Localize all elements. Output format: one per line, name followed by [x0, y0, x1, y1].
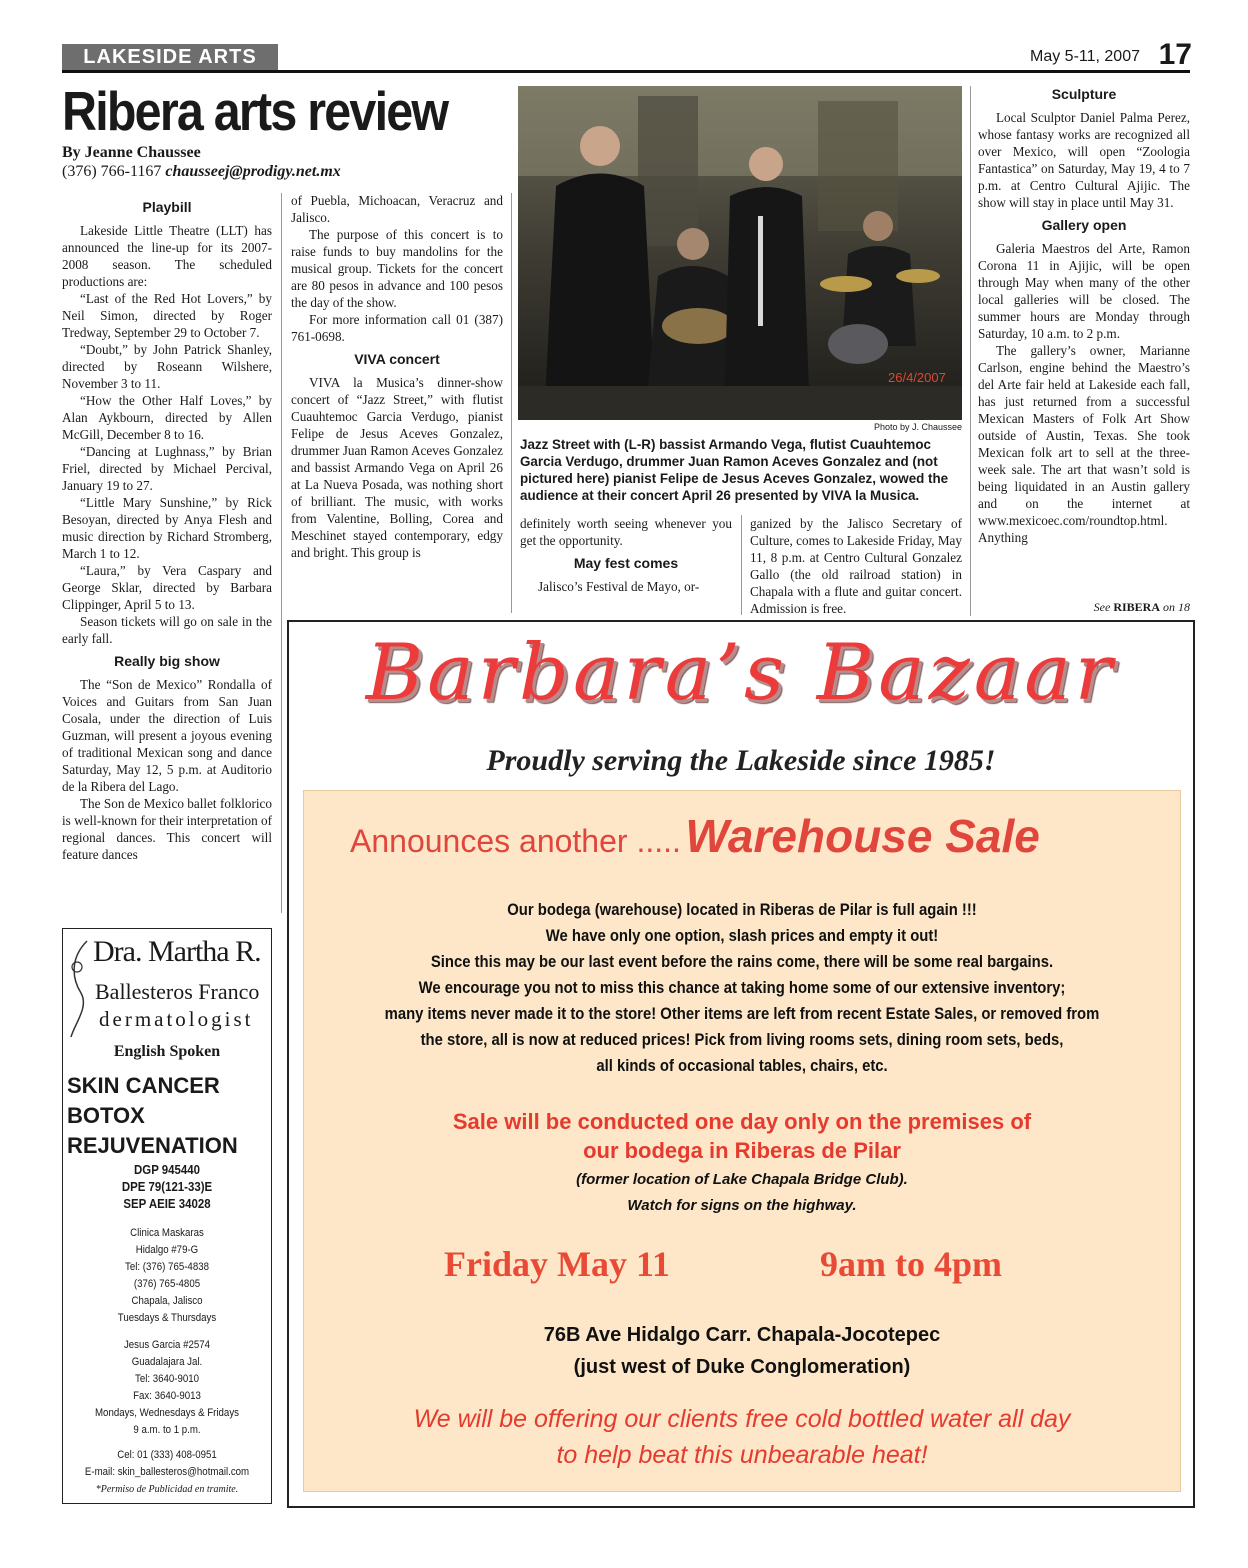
dermatologist-ad [62, 928, 272, 1504]
doctor-surname: Ballesteros Franco [95, 979, 260, 1004]
photo-credit: Photo by J. Chaussee [873, 422, 962, 432]
sale-date: Friday May 11 [444, 1244, 670, 1284]
paragraph: “Last of the Red Hot Lovers,” by Neil Simon, directed by Roger Tredway, September 29 to October 7. [62, 291, 272, 340]
ad-body [366, 897, 1118, 1079]
article-column-3b [750, 515, 962, 617]
paragraph: The “Son de Mexico” Rondalla of Voices and Guitars from San Juan Cosala, under the direction of Luis Guzman, will present a joyous evening of traditional Mexican song and dance Saturday, May 12, 5 p.m. at Auditorio de la Ribera del Lago. [62, 677, 272, 794]
paragraph: Season tickets will go on sale in the early fall. [62, 614, 272, 646]
clinic-line: (376) 765-4805 [133, 1278, 201, 1290]
photo-date-stamp: 26/4/2007 [888, 370, 946, 385]
byline: By Jeanne Chaussee [62, 144, 201, 161]
water-line: to help beat this unbearable heat! [556, 1441, 928, 1469]
paragraph: Local Sculptor Daniel Palma Perez, whose fantasy works are recognized all over Mexico, will open “Zoologia Fantastica” on Saturday, May 19, 4 to 7 p.m. at Centro Cultural Ajijic. The show will stay in place until May 31. [978, 110, 1190, 210]
address-line: 76B Ave Hidalgo Carr. Chapala-Jocotepec [543, 1324, 941, 1346]
paragraph: “Dancing at Lughnass,” by Brian Friel, directed by Michael Percival, January 19 to 27. [62, 444, 272, 493]
paragraph: VIVA la Musica’s dinner-show concert of “Jazz Street,” with flutist Cuauhtemoc Garcia Verdugo, pianist Felipe de Jesus Aceves Gonzalez, drummer Juan Ramon Aceves Gonzalez and bassist Armando Vega on April 26 at La Nueva Posada, was nothing short of brilliant. The music, with works from Valentine, Bolling, Corea and Meschinet stayed contemporary, edgy and bright. This group is [291, 375, 503, 560]
section-label: LAKESIDE ARTS [62, 44, 278, 71]
clinic-line: Clinica Maskaras [130, 1227, 204, 1239]
office-line: Fax: 3640-9013 [133, 1390, 201, 1402]
paragraph: “Laura,” by Vera Caspary and George Sklar, directed by Barbara Clippinger, April 5 to 13. [62, 563, 272, 612]
signs-note: Watch for signs on the highway. [627, 1197, 857, 1214]
column-rule [970, 86, 971, 616]
sale-notice [314, 1107, 1170, 1165]
english-spoken: English Spoken [113, 1043, 221, 1060]
paragraph: The gallery’s owner, Marianne Carlson, engine behind the Maestro’s del Arte fair held at Lakeside each fall, has just returned from a successful Mexican Masters of Folk Art Show outside of Austin, Texas. She took Mexican folk art to sell at the three-week sale. The art that wasn’t sold is being liquidated in an Austin gallery and on the internet at www.mexicoec.com/roundtop.html. Anything [978, 343, 1190, 545]
column-rule [741, 515, 742, 615]
cel-number: Cel: 01 (333) 408-0951 [117, 1449, 217, 1461]
warehouse-sale-heading: Warehouse Sale [685, 810, 1040, 862]
office-line: Jesus Garcia #2574 [123, 1339, 211, 1351]
water-line: We will be offering our clients free cold bottled water all day [413, 1405, 1071, 1433]
continued-reference[interactable]: See RIBERA on 18 [1093, 600, 1190, 614]
decorative-swirl-icon [67, 937, 93, 1041]
article-column-4 [978, 86, 1190, 546]
paragraph: definitely worth seeing whenever you get the opportunity. [520, 516, 732, 548]
doctor-name: Dra. Martha R. [93, 935, 261, 968]
subhead-playbill: Playbill [142, 199, 192, 215]
clinic-line: Chapala, Jalisco [131, 1295, 203, 1307]
paragraph: For more information call 01 (387) 761-0698. [291, 312, 503, 344]
subhead-sculpture: Sculpture [1051, 86, 1117, 102]
clinic-line: Tel: (376) 765-4838 [125, 1261, 209, 1273]
headline: Ribera arts review [62, 80, 448, 142]
clinic-line: Hidalgo #79-G [135, 1244, 199, 1256]
paragraph: Lakeside Little Theatre (LLT) has announced the line-up for its 2007-2008 season. The scheduled productions are: [62, 223, 272, 289]
ad-title: Barbara’s Bazaar [365, 628, 1117, 718]
office-line: 9 a.m. to 1 p.m. [133, 1424, 201, 1436]
page-number: 17 [1158, 38, 1192, 71]
subhead-may-fest: May fest comes [573, 555, 679, 571]
body-line: many items never made it to the store! Other items are left from recent Estate Sales, or removed from [384, 1005, 1100, 1023]
office-line: Tel: 3640-9010 [134, 1373, 200, 1385]
article-column-1 [62, 193, 272, 863]
paragraph: Galeria Maestros del Arte, Ramon Corona 11 in Ajijic, will be open through May when many of the other local galleries will be closed. The summer hours are Monday through Saturday, 10 a.m. to 2 p.m. [978, 241, 1190, 341]
doctor-title: dermatologist [99, 1007, 254, 1031]
license-code: DPE 79(121-33)E [121, 1179, 213, 1194]
article-column-2 [291, 192, 503, 561]
subhead-really-big-show: Really big show [114, 653, 220, 669]
ad-tagline: Proudly serving the Lakeside since 1985! [486, 744, 996, 777]
section-rule [62, 70, 1190, 73]
body-line: Since this may be our last event before the rains come, there will be some real bargains. [430, 953, 1054, 971]
barbaras-bazaar-ad [287, 620, 1195, 1508]
service-rejuvenation: REJUVENATION [67, 1133, 238, 1158]
address-line: (just west of Duke Conglomeration) [573, 1356, 911, 1378]
column-rule [511, 193, 512, 613]
author-email[interactable]: chausseej@prodigy.net.mx [165, 163, 341, 180]
license-code: SEP AEIE 34028 [123, 1196, 211, 1211]
water-offer [314, 1401, 1170, 1473]
sale-line: our bodega in Riberas de Pilar [583, 1138, 901, 1163]
former-location: (former location of Lake Chapala Bridge Club). [576, 1171, 908, 1188]
band-photo-illustration [518, 86, 962, 420]
office-line: Guadalajara Jal. [131, 1356, 203, 1368]
sale-time: 9am to 4pm [820, 1244, 1002, 1284]
contact-email[interactable]: E-mail: skin_ballesteros@hotmail.com [84, 1466, 250, 1478]
paragraph: of Puebla, Michoacan, Veracruz and Jalisco. [291, 193, 503, 225]
sale-line: Sale will be conducted one day only on the premises of [452, 1109, 1032, 1134]
subhead-gallery-open: Gallery open [1041, 217, 1127, 233]
author-contact [62, 163, 341, 181]
paragraph: The purpose of this concert is to raise funds to buy mandolins for the musical group. Tickets for the concert are 80 pesos in advance and 100 pesos the day of the show. [291, 227, 503, 310]
paragraph: ganized by the Jalisco Secretary of Culture, comes to Lakeside Friday, May 11, 8 p.m. at Centro Cultural Gonzalez Gallo (the old railroad station) in Chapala with a flute and guitar concert. Admission is free. [750, 516, 962, 616]
paragraph: Jalisco’s Festival de Mayo, or- [538, 579, 700, 594]
clinic-line: Tuesdays & Thursdays [117, 1312, 217, 1324]
body-line: We have only one option, slash prices and empty it out! [545, 927, 939, 945]
paragraph: “Little Mary Sunshine,” by Rick Besoyan, directed by Anya Flesh and music direction by Richard Stromberg, March 1 to 12. [62, 495, 272, 561]
announce-line [350, 809, 1180, 863]
article-column-3a [520, 515, 732, 595]
author-phone: (376) 766-1167 [62, 163, 162, 180]
announce-text: Announces another ..... [350, 823, 681, 859]
concert-photo [518, 86, 962, 420]
office-line: Mondays, Wednesdays & Fridays [94, 1407, 240, 1419]
photo-caption: Jazz Street with (L-R) bassist Armando Vega, flutist Cuauhtemoc Garcia Verdugo, drummer Juan Ramon Aceves Gonzalez and (not pictured here) pianist Felipe de Jesus Aceves Gonzalez, wowed the audience at their concert April 26 presented by VIVA la Musica. [520, 437, 949, 503]
column-rule [281, 193, 282, 913]
service-botox: BOTOX [67, 1103, 145, 1128]
body-line: We encourage you not to miss this chance at taking home some of our extensive inventory; [418, 979, 1066, 997]
body-line: all kinds of occasional tables, chairs, etc. [596, 1057, 888, 1075]
paragraph: “Doubt,” by John Patrick Shanley, directed by Roseann Wilshere, November 3 to 11. [62, 342, 272, 391]
location-note [314, 1167, 1170, 1219]
issue-date: May 5-11, 2007 [1030, 48, 1140, 65]
service-skin-cancer: SKIN CANCER [67, 1073, 220, 1098]
paragraph: The Son de Mexico ballet folklorico is well-known for their interpretation of regional dances. This concert will feature dances [62, 796, 272, 862]
license-code: DGP 945440 [134, 1162, 200, 1177]
ad-panel [303, 790, 1181, 1492]
sale-address [314, 1319, 1170, 1383]
body-line: Our bodega (warehouse) located in Riberas de Pilar is full again !!! [507, 901, 977, 919]
permit-note: *Permiso de Publicidad en tramite. [95, 1484, 239, 1495]
body-line: the store, all is now at reduced prices! Pick from living rooms sets, dining room sets, beds, [420, 1031, 1064, 1049]
paragraph: “How the Other Half Loves,” by Alan Aykbourn, directed by Allen McGill, December 8 to 16. [62, 393, 272, 442]
subhead-viva-concert: VIVA concert [354, 351, 440, 367]
